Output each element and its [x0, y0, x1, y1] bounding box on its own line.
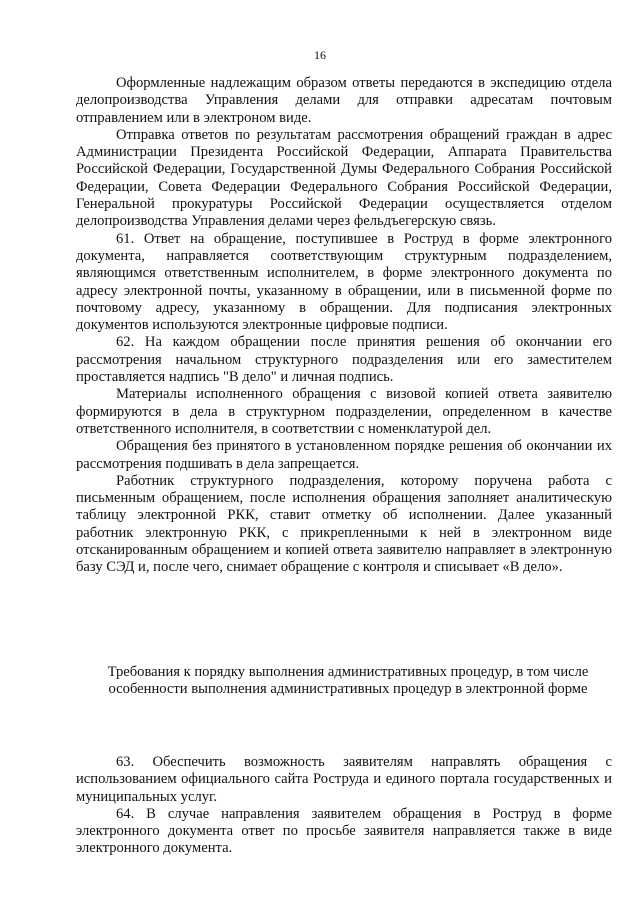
paragraph: Работник структурного подразделения, которому поручена работа с письменным обращением, после исполнения обращения заполняет аналитическую таблицу электронной РКК, ставит отметку об исполнении. Далее указанный работник электронную РКК, с прикрепленными к ней в электронном виде отсканированным обращением и копией ответа заявителю направляет в электронную базу СЭД и, после чего, снимает обращение с контроля и списывает «В дело». [76, 472, 612, 576]
paragraph: Материалы исполненного обращения с визовой копией ответа заявителю формируются в дела в структурном подразделении, определенном в качестве ответственного исполнителя, в соответствии с номенклатурой дел. [76, 386, 612, 437]
paragraph: Обращения без принятого в установленном порядке решения об окончании их рассмотрения подшивать в дела запрещается. [76, 438, 612, 472]
paragraph: Отправка ответов по результатам рассмотрения обращений граждан в адрес Администрации Президента Российской Федерации, Аппарата Правительства Российской Федерации, Государственной Думы Федерального Собрания Российской Федерации, Совета Федерации Федерального Собрания Российской Федерации, Генеральной прокуратуры Российской Федерации осуществляется отделом делопроизводства Управления делами через фельдъегерскую связь. [76, 126, 612, 230]
body-text [76, 75, 612, 577]
section-heading: Требования к порядку выполнения административных процедур, в том числе особенности выполнения административных процедур в электронной форме [107, 664, 589, 698]
paragraph: 62. На каждом обращении после принятия решения об окончании его рассмотрения начальном структурного подразделения или его заместителем проставляется надпись "В дело" и личная подпись. [76, 334, 612, 386]
paragraph: 63. Обеспечить возможность заявителям направлять обращения с использованием официального сайта Роструда и единого портала государственных и муниципальных услуг. [76, 754, 612, 805]
paragraph: 61. Ответ на обращение, поступившее в Роструд в форме электронного документа, направляется соответствующим структурным подразделением, являющимся ответственным исполнителем, в форме электронного документа по адресу электронной почты, указанному в обращении, или в письменной форме по почтовому адресу, указанному в обращении. Для подписания электронных документов используются электронные цифровые подписи. [76, 230, 612, 334]
paragraph: Оформленные надлежащим образом ответы передаются в экспедицию отдела делопроизводства Управления делами для отправки адресатам почтовым отправлением или в электроном виде. [76, 75, 612, 126]
page-number: 16 [314, 48, 326, 62]
body-text-continued [76, 754, 612, 858]
paragraph: 64. В случае направления заявителем обращения в Роструд в форме электронного документа ответ по просьбе заявителя направляется также в виде электронного документа. [76, 805, 612, 857]
